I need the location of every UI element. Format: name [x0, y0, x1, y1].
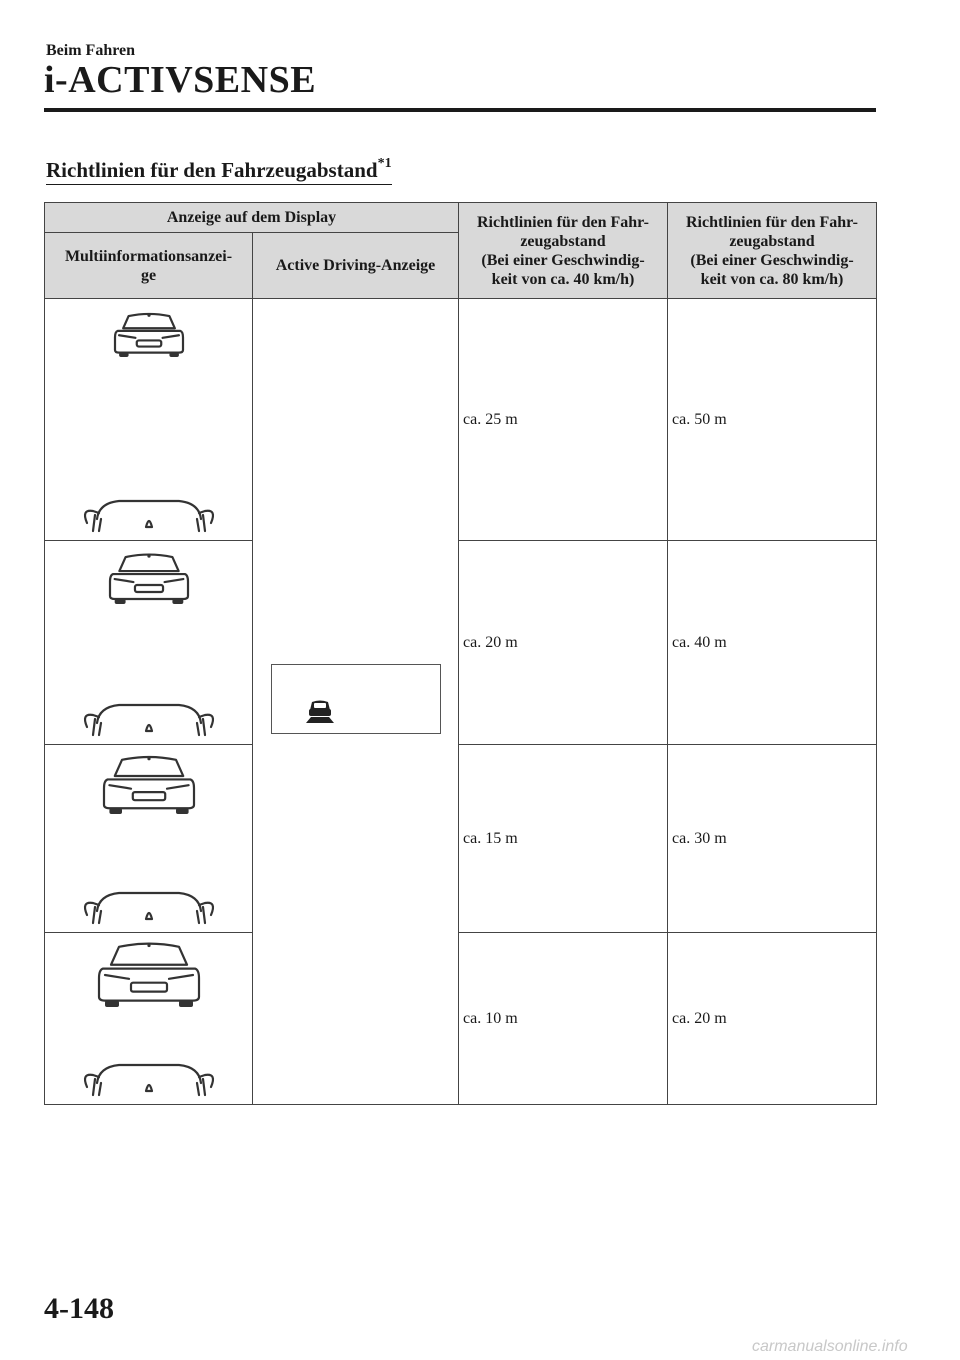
own-car-hood	[85, 893, 213, 923]
leading-car	[110, 554, 188, 604]
multiinfo-cell	[45, 745, 253, 933]
multiinfo-cell	[45, 933, 253, 1105]
page-subtitle	[46, 158, 392, 185]
distance-40-cell: ca. 20 m	[459, 541, 668, 745]
table-row	[45, 745, 877, 933]
leading-car	[99, 944, 199, 1007]
header-rule	[44, 108, 876, 112]
distance-80-cell: ca. 50 m	[668, 299, 877, 541]
active-driving-display	[271, 664, 441, 734]
leading-car	[115, 314, 183, 357]
own-car-hood	[85, 501, 213, 531]
display-group-header: Anzeige auf dem Display	[45, 203, 459, 233]
table-row	[45, 299, 877, 541]
header-active-driving: Active Driving-Anzeige	[253, 233, 459, 299]
footnote-marker: *1	[377, 156, 392, 171]
active-driving-cell	[253, 299, 459, 1105]
header-row-1	[45, 203, 877, 233]
distance-80-cell: ca. 40 m	[668, 541, 877, 745]
table-row	[45, 933, 877, 1105]
car-distance-icon-far	[45, 299, 253, 535]
header-distance-80: Richtlinien für den Fahr- zeugabstand (Bei einer Geschwindig- keit von ca. 80 km/h)	[668, 203, 877, 299]
distance-80-cell: ca. 20 m	[668, 933, 877, 1105]
subtitle-text: Richtlinien für den Fahrzeugabstand	[46, 158, 378, 182]
multiinfo-cell	[45, 541, 253, 745]
own-car-hood	[85, 705, 213, 735]
leading-car	[104, 757, 194, 814]
car-distance-icon-medium	[45, 541, 253, 739]
section-title: i-ACTIVSENSE	[44, 59, 317, 101]
car-distance-icon-near	[45, 745, 253, 927]
distance-40-cell: ca. 15 m	[459, 745, 668, 933]
multiinfo-cell	[45, 299, 253, 541]
own-car-hood	[85, 1065, 213, 1095]
header-distance-40: Richtlinien für den Fahr- zeugabstand (Bei einer Geschwindig- keit von ca. 40 km/h)	[459, 203, 668, 299]
page-number: 4-148	[44, 1292, 114, 1325]
section-label: Beim Fahren	[46, 42, 136, 59]
distance-40-cell: ca. 10 m	[459, 933, 668, 1105]
car-distance-icon-very-near	[45, 933, 253, 1099]
distance-80-cell: ca. 30 m	[668, 745, 877, 933]
distance-40-cell: ca. 25 m	[459, 299, 668, 541]
distance-table	[44, 202, 877, 1105]
vehicle-distance-icon	[306, 699, 334, 723]
header-multiinfo: Multiinformationsanzei- ge	[45, 233, 253, 299]
watermark: carmanualsonline.info	[752, 1338, 908, 1355]
table-row	[45, 541, 877, 745]
